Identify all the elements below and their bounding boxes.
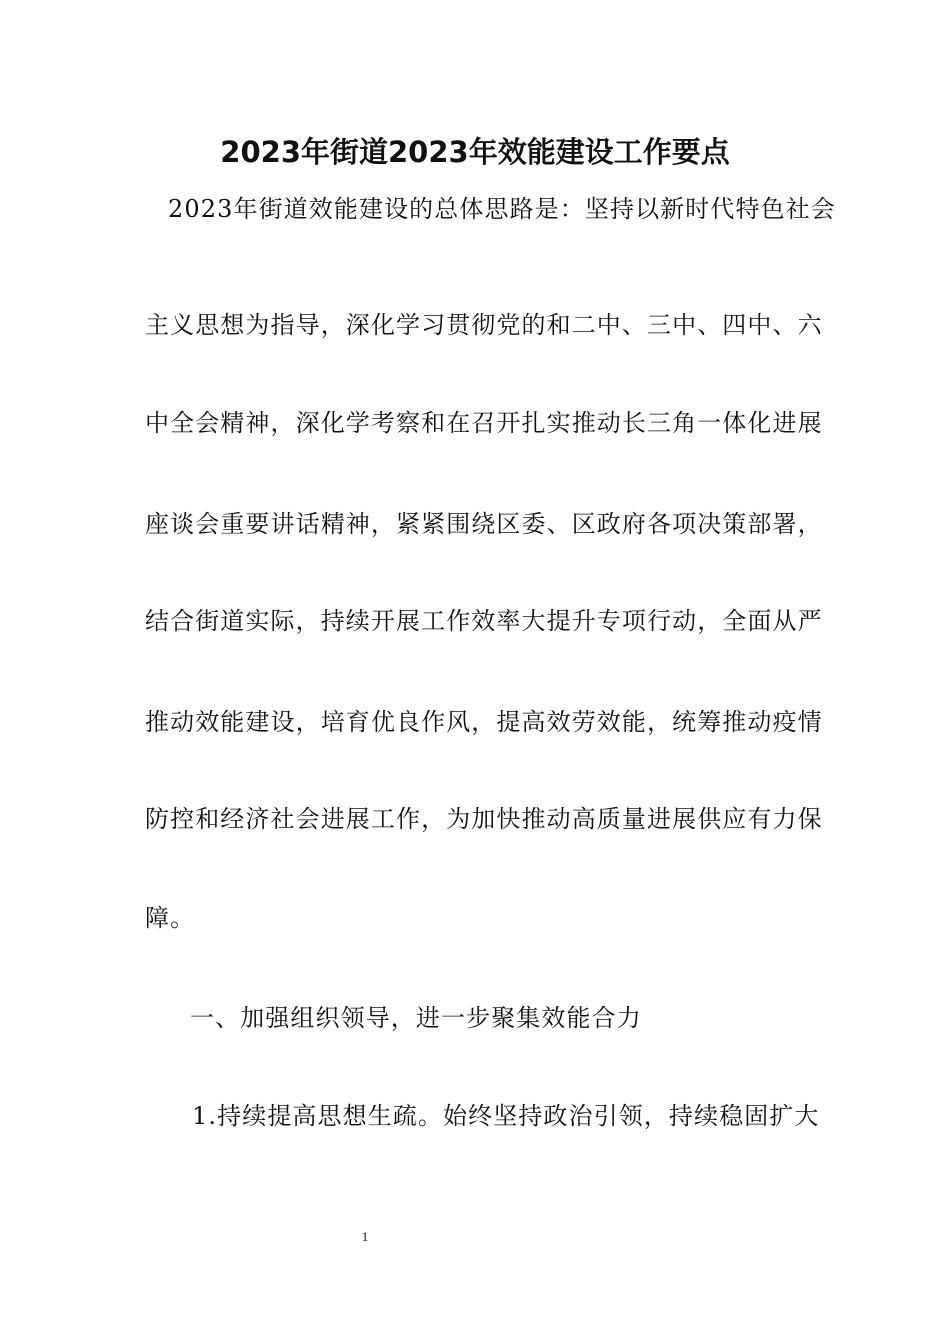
paragraph-line: 座谈会重要讲话精神，紧紧围绕区委、区政府各项决策部署， [145, 510, 823, 538]
paragraph-line: 推动效能建设，培育优良作风，提高效劳效能，统筹推动疫情 [145, 708, 823, 736]
page-number: 1 [361, 1229, 369, 1244]
paragraph-line: 主义思想为指导，深化学习贯彻党的和二中、三中、四中、六 [145, 311, 823, 339]
paragraph-line: 障。 [145, 904, 196, 932]
section-heading: 一、加强组织领导，进一步聚集效能合力 [190, 1004, 642, 1032]
paragraph-line: 中全会精神，深化学考察和在召开扎实推动长三角一体化进展 [145, 409, 823, 437]
paragraph-line: 2023年街道效能建设的总体思路是：坚持以新时代特色社会 [168, 195, 836, 223]
paragraph-line: 结合街道实际，持续开展工作效率大提升专项行动，全面从严 [145, 607, 823, 635]
paragraph-line: 1.持续提高思想生疏。始终坚持政治引领，持续稳固扩大 [192, 1102, 820, 1130]
paragraph-line: 防控和经济社会进展工作，为加快推动高质量进展供应有力保 [145, 805, 823, 833]
document-title: 2023年街道2023年效能建设工作要点 [220, 135, 730, 169]
